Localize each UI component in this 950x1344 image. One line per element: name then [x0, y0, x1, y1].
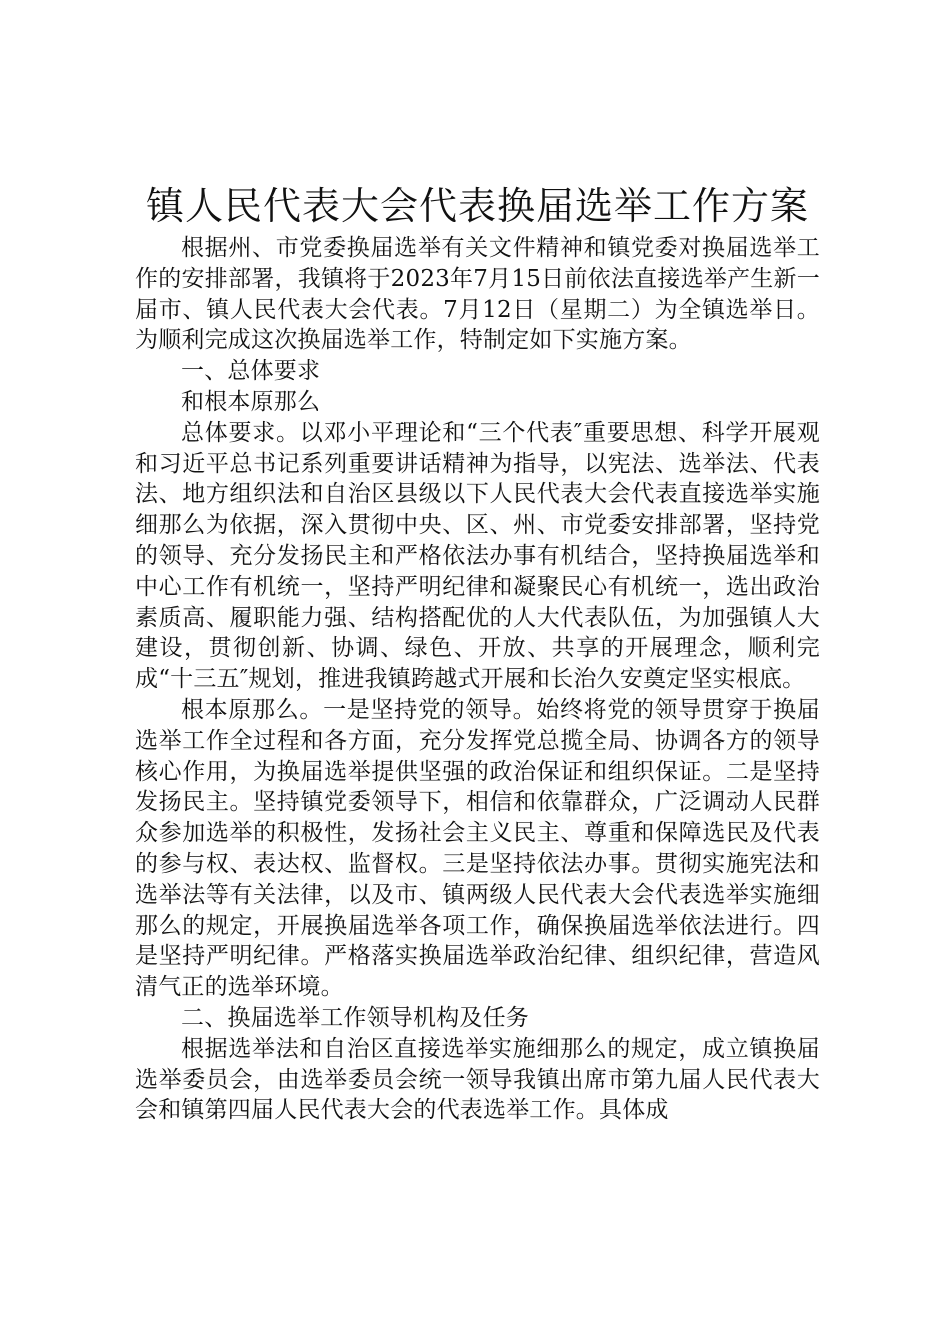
paragraph-leadership: 根据选举法和自治区直接选举实施细那么的规定，成立镇换届选举委员会，由选举委员会统一领导我镇出席市第九届人民代表大会和镇第四届人民代表大会的代表选举工作。具体成: [135, 1035, 820, 1124]
section-heading-general-requirements: 一、总体要求: [181, 358, 321, 385]
paragraph-general-requirements: 总体要求。以邓小平理论和“三个代表″重要思想、科学开展观和习近平总书记系列重要讲话精神为指导，以宪法、选举法、代表法、地方组织法和自治区县级以下人民代表大会代表直接选举实施细那么为依据，深入贯彻中央、区、州、市党委安排部署，坚持党的领导、充分发扬民主和严格依法办事有机结合，坚持换届选举和中心工作有机统一，坚持严明纪律和凝聚民心有机统一，选出政治素质高、履职能力强、结构搭配优的人大代表队伍，为加强镇人大建设，贯彻创新、协调、绿色、开放、共享的开展理念，顺利完成“十三五″规划，推进我镇跨越式开展和长治久安奠定坚实根底。: [135, 419, 820, 693]
section-heading-leadership: 二、换届选举工作领导机构及任务: [181, 1004, 529, 1031]
section-subheading-basic-principles: 和根本原那么: [181, 388, 321, 415]
paragraph-basic-principles: 根本原那么。一是坚持党的领导。始终将党的领导贯穿于换届选举工作全过程和各方面，充分发挥党总揽全局、协调各方的领导核心作用，为换届选举提供坚强的政治保证和组织保证。二是坚持发扬民主。坚持镇党委领导下，相信和依靠群众，广泛调动人民群众参加选举的积极性，发扬社会主义民主、尊重和保障选民及代表的参与权、表达权、监督权。三是坚持依法办事。贯彻实施宪法和选举法等有关法律，以及市、镇两级人民代表大会代表选举实施细那么的规定，开展换届选举各项工作，确保换届选举依法进行。四是坚持严明纪律。严格落实换届选举政治纪律、组织纪律，营造风清气正的选举环境。: [135, 696, 820, 1001]
document-title: 镇人民代表大会代表换届选举工作方案: [145, 184, 809, 228]
document-body: [135, 233, 820, 1126]
paragraph-intro: 根据州、市党委换届选举有关文件精神和镇党委对换届选举工作的安排部署，我镇将于2023年7月15日前依法直接选举产生新一届市、镇人民代表大会代表。7月12日（星期二）为全镇选举日。为顺利完成这次换届选举工作，特制定如下实施方案。: [135, 235, 820, 354]
